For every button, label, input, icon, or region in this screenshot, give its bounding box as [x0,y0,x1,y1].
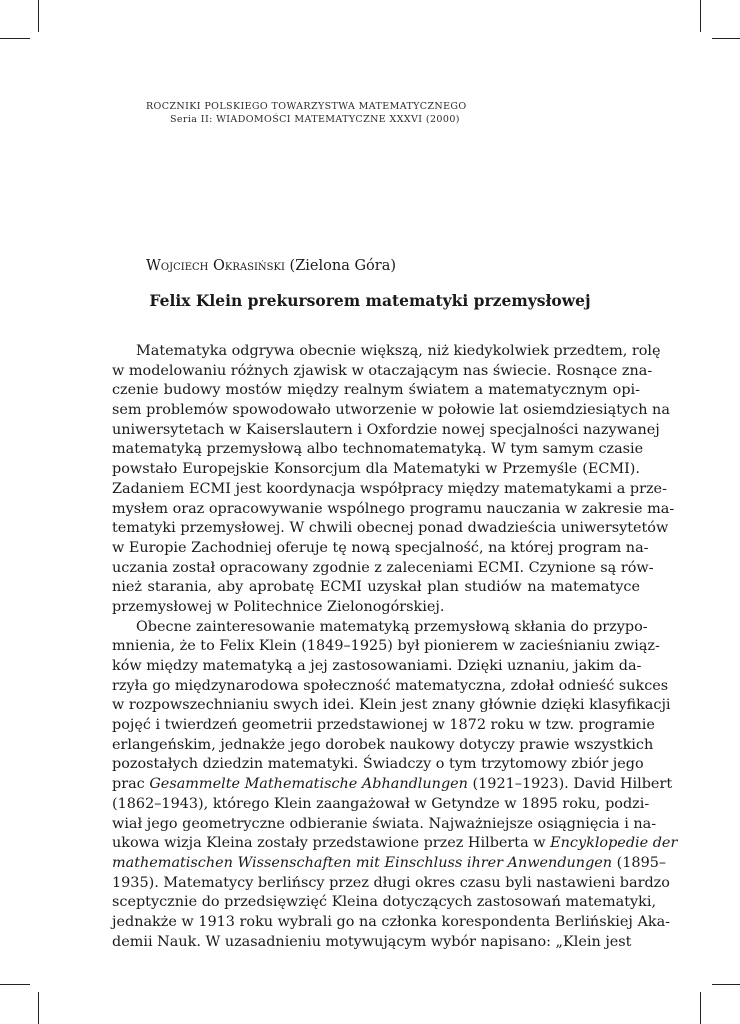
text-line: prac Gesammelte Mathematische Abhandlungen (1921–1923). David Hilbert [112,776,673,793]
journal-name: ROCZNIKI POLSKIEGO TOWARZYSTWA MATEMATYCZNEGO [146,101,467,112]
text-line: mathematischen Wissenschaften mit Einschluss ihrer Anwendungen (1895– [112,854,667,871]
author-name: Wojciech Okrasiński [146,258,285,274]
italic-title: mathematischen Wissenschaften mit Einschluss ihrer Anwendungen [112,854,613,871]
text-line: Obecne zainteresowanie matematyką przemysłową skłania do przypo- [136,618,648,635]
text-line: sem problemów spowodowało utworzenie w połowie lat osiemdziesiątych na [112,402,670,419]
author-affiliation: (Zielona Góra) [289,258,397,274]
text-line: wiał jego geometryczne odbieranie świata. Najważniejsze osiągnięcia i na- [112,815,657,832]
journal-header [146,100,586,126]
text-line: Zadaniem ECMI jest koordynacja współpracy między matematykami a prze- [112,480,667,497]
paragraph [112,342,675,618]
italic-title: Gesammelte Mathematische Abhandlungen [149,776,468,793]
article-title: Felix Klein prekursorem matematyki przemysłowej [149,291,591,310]
text-line: mysłem oraz opracowywanie wspólnego programu nauczania w zakresie ma- [112,500,675,517]
text-line: matematyką przemysłową albo technomatematyką. W tym samym czasie [112,441,644,458]
text-line: (1862–1943), którego Klein zaangażował w Getyndze w 1895 roku, podzi- [112,795,650,812]
crop-mark [700,0,701,32]
text-line: ków między matematyką a jej zastosowaniami. Dzięki uznaniu, jakim da- [112,658,642,674]
article-body [112,342,678,952]
text-line: erlangeńskim, jednakże jego dorobek naukowy dotyczy prawie wszystkich [112,736,654,753]
crop-mark [712,38,740,39]
text-line: uczania został opracowany zgodnie z zaleceniami ECMI. Czynione są rów- [112,559,654,576]
crop-mark [0,38,30,39]
text-line: w rozpowszechnianiu swych idei. Klein jest znany głównie dzięki klasyfikacji [112,697,671,714]
paragraph [112,618,678,953]
text-line: nież starania, aby aprobatę ECMI uzyskał plan studiów na matematyce [112,579,640,596]
italic-title: Encyklopedie der [550,835,678,852]
text-line: sceptycznie do przedsięwzięć Kleina dotyczących zastosowań matematyki, [112,894,657,911]
crop-mark [38,992,39,1024]
crop-mark [712,984,740,985]
text-line: pojęć i twierdzeń geometrii przedstawionej w 1872 roku w tzw. programie [112,717,655,734]
crop-mark [0,984,30,985]
text-line: uniwersytetach w Kaiserslautern i Oxfordzie nowej specjalności nazywanej [112,421,660,438]
text-line: demii Nauk. W uzasadnieniu motywującym wybór napisano: „Klein jest [112,933,632,950]
text-line: mnienia, że to Felix Klein (1849–1925) był pionierem w zacieśnianiu związ- [112,638,660,655]
journal-series: Seria II: WIADOMOŚCI MATEMATYCZNE XXXVI (2000) [170,114,460,125]
author-line [146,258,396,274]
text-line: czenie budowy mostów między realnym światem a matematycznym opi- [112,382,640,399]
text-line: przemysłowej w Politechnice Zielonogórskiej. [112,598,445,615]
text-line: jednakże w 1913 roku wybrali go na członka korespondenta Berlińskiej Aka- [112,913,671,930]
text-line: powstało Europejskie Konsorcjum dla Matematyki w Przemyśle (ECMI). [112,461,640,478]
crop-mark [38,0,39,32]
crop-mark [700,992,701,1024]
text-line: tematyki przemysłowej. W chwili obecnej ponad dwadzieścia uniwersytetów [112,520,669,537]
text-line: w modelowaniu różnych zjawisk w otaczającym nas świecie. Rosnące zna- [112,362,653,379]
text-line: ukowa wizja Kleina zostały przedstawione przez Hilberta w Encyklopedie der [112,835,678,852]
text-line: w Europie Zachodniej oferuje tę nową specjalność, na której program na- [112,539,649,556]
text-line: rzyła go międzynarodowa społeczność matematyczna, zdołał odnieść sukces [112,677,669,694]
text-line: Matematyka odgrywa obecnie większą, niż kiedykolwiek przedtem, rolę [136,343,661,359]
text-line: pozostałych dziedzin matematyki. Świadczy o tym trzytomowy zbiór jego [112,756,644,773]
text-line: 1935). Matematycy berlińscy przez długi okres czasu byli nastawieni bardzo [112,874,670,891]
